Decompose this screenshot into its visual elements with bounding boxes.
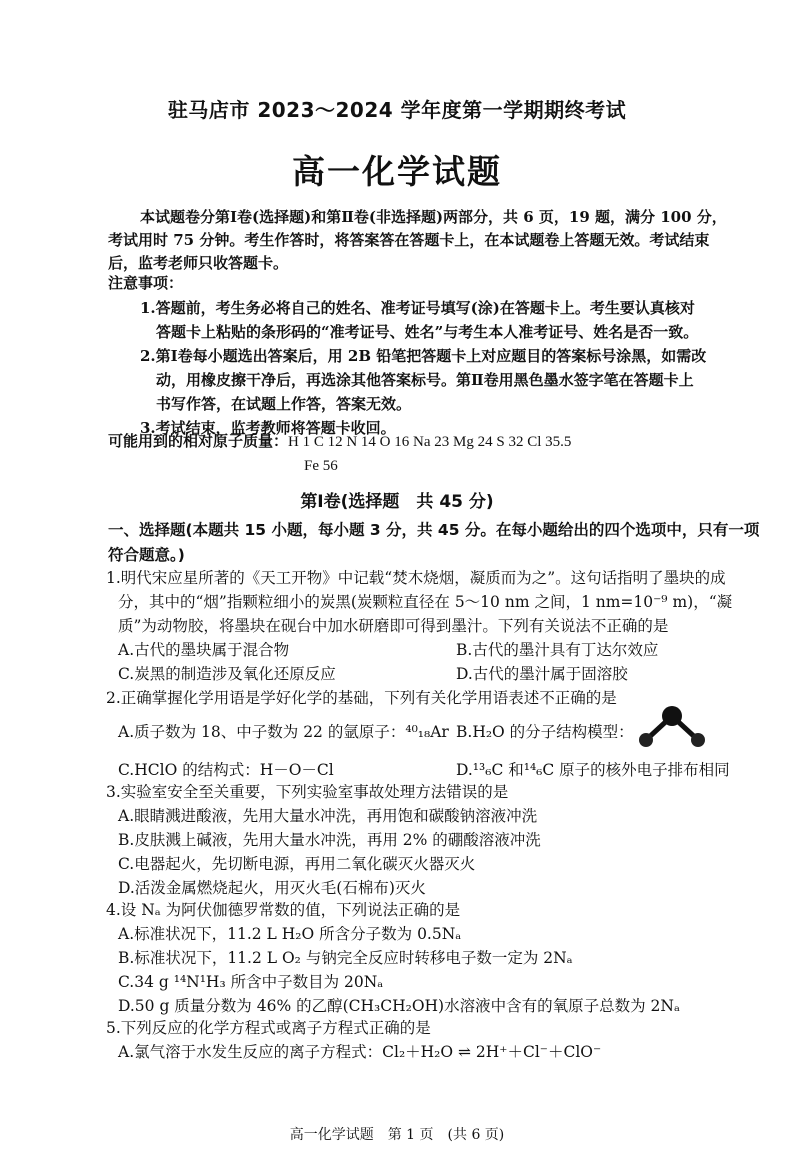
option-row (106, 758, 794, 782)
intro-line: 后，监考老师只收答题卡。 (108, 254, 289, 272)
intro-line: 本试题卷分第Ⅰ卷(选择题)和第Ⅱ卷(非选择题)两部分，共 6 页，19 题，满分 100 分， (140, 208, 727, 226)
question-5 (106, 1016, 794, 1064)
option-b: B.古代的墨汁具有丁达尔效应 (456, 641, 659, 659)
question-stem: 分，其中的“烟”指颗粒细小的炭黑(炭颗粒直径在 5～10 nm 之间，1 nm=10⁻⁹ m)，“凝 (118, 593, 733, 611)
part-heading-line: 一、选择题(本题共 15 小题，每小题 3 分，共 45 分。在每小题给出的四个选项中，只有一项 (108, 521, 760, 539)
notice-item-2-cont: 动，用橡皮擦干净后，再选涂其他答案标号。第Ⅱ卷用黑色墨水签字笔在答题卡上 (156, 371, 694, 389)
option-c: C.HClO 的结构式：H－O－Cl (118, 761, 334, 779)
intro-paragraph (108, 206, 780, 275)
page-footer: 高一化学试题 第 1 页 (共 6 页) (289, 1127, 505, 1143)
option-a: A.质子数为 18、中子数为 22 的氩原子：⁴⁰₁₈Ar (118, 723, 449, 741)
question-3 (106, 780, 794, 900)
intro-line: 考试用时 75 分钟。考生作答时，将答案答在答题卡上，在本试题卷上答题无效。考试结束 (108, 231, 710, 249)
atomic-masses-label: 可能用到的相对原子质量： (108, 432, 289, 450)
question-stem: 4.设 Nₐ 为阿伏伽德罗常数的值，下列说法正确的是 (106, 901, 461, 919)
notice-label: 注意事项： (108, 274, 184, 292)
atomic-masses-values-cont: Fe 56 (304, 458, 338, 474)
question-stem: 2.正确掌握化学用语是学好化学的基础，下列有关化学用语表述不正确的是 (106, 689, 617, 707)
option-b: B.标准状况下，11.2 L O₂ 与钠完全反应时转移电子数一定为 2Nₐ (118, 949, 573, 967)
atomic-masses-values: H 1 C 12 N 14 O 16 Na 23 Mg 24 S 32 Cl 35.5 (288, 434, 572, 450)
notice-item-1-cont: 答题卡上粘贴的条形码的“准考证号、姓名”与考生本人准考证号、姓名是否一致。 (156, 323, 699, 341)
option-d: D.50 g 质量分数为 46% 的乙醇(CH₃CH₂OH)水溶液中含有的氧原子总数为 2Nₐ (118, 997, 680, 1015)
option-row (106, 638, 794, 662)
option-d: D.¹³₆C 和¹⁴₆C 原子的核外电子排布相同 (456, 761, 730, 779)
atomic-masses (108, 429, 788, 478)
question-stem: 3.实验室安全至关重要，下列实验室事故处理方法错误的是 (106, 783, 509, 801)
question-stem: 质”为动物胶，将墨块在砚台中加水研磨即可得到墨汁。下列有关说法不正确的是 (118, 617, 669, 635)
option-c: C.炭黑的制造涉及氧化还原反应 (118, 665, 336, 683)
subject-title: 高一化学试题 (292, 152, 502, 191)
option-a: A.氯气溶于水发生反应的离子方程式：Cl₂＋H₂O ⇌ 2H⁺＋Cl⁻＋ClO⁻ (118, 1043, 602, 1061)
part-heading-line: 符合题意。) (108, 546, 185, 564)
water-molecule-model-icon (634, 704, 710, 750)
option-row (106, 662, 794, 686)
option-a: A.眼睛溅进酸液，先用大量水冲洗，再用饱和碳酸钠溶液冲洗 (118, 807, 538, 825)
option-a: A.标准状况下，11.2 L H₂O 所含分子数为 0.5Nₐ (118, 925, 462, 943)
part-heading (108, 518, 788, 568)
question-4 (106, 898, 794, 1018)
question-stem: 1.明代宋应星所著的《天工开物》中记载“焚木烧烟，凝质而为之”。这句话指明了墨块的成 (106, 569, 726, 587)
option-c: C.电器起火，先切断电源，再用二氧化碳灭火器灭火 (118, 855, 476, 873)
option-d: D.活泼金属燃烧起火，用灭火毛(石棉布)灭火 (118, 879, 426, 897)
option-a: A.古代的墨块属于混合物 (118, 641, 290, 659)
option-d: D.古代的墨汁属于固溶胶 (456, 665, 628, 683)
option-b: B.H₂O 的分子结构模型： (456, 723, 634, 741)
option-c: C.34 g ¹⁴N¹H₃ 所含中子数目为 20Nₐ (118, 973, 384, 991)
exam-title: 驻马店市 2023～2024 学年度第一学期期终考试 (167, 98, 627, 122)
notice-item-2-cont: 书写作答，在试题上作答，答案无效。 (156, 395, 412, 413)
notice-item-3: 3.考试结束，监考教师将答题卡收回。 (140, 419, 396, 437)
section-title: 第Ⅰ卷(选择题 共 45 分) (300, 492, 494, 512)
question-1 (106, 566, 794, 686)
option-b: B.皮肤溅上碱液，先用大量水冲洗，再用 2% 的硼酸溶液冲洗 (118, 831, 541, 849)
question-stem: 5.下列反应的化学方程式或离子方程式正确的是 (106, 1019, 431, 1037)
notice-list (140, 296, 780, 440)
notice-item-2: 2.第Ⅰ卷每小题选出答案后，用 2B 铅笔把答题卡上对应题目的答案标号涂黑，如需改 (140, 347, 707, 365)
notice-item-1: 1.答题前，考生务必将自己的姓名、准考证号填写(涂)在答题卡上。考生要认真核对 (140, 299, 695, 317)
